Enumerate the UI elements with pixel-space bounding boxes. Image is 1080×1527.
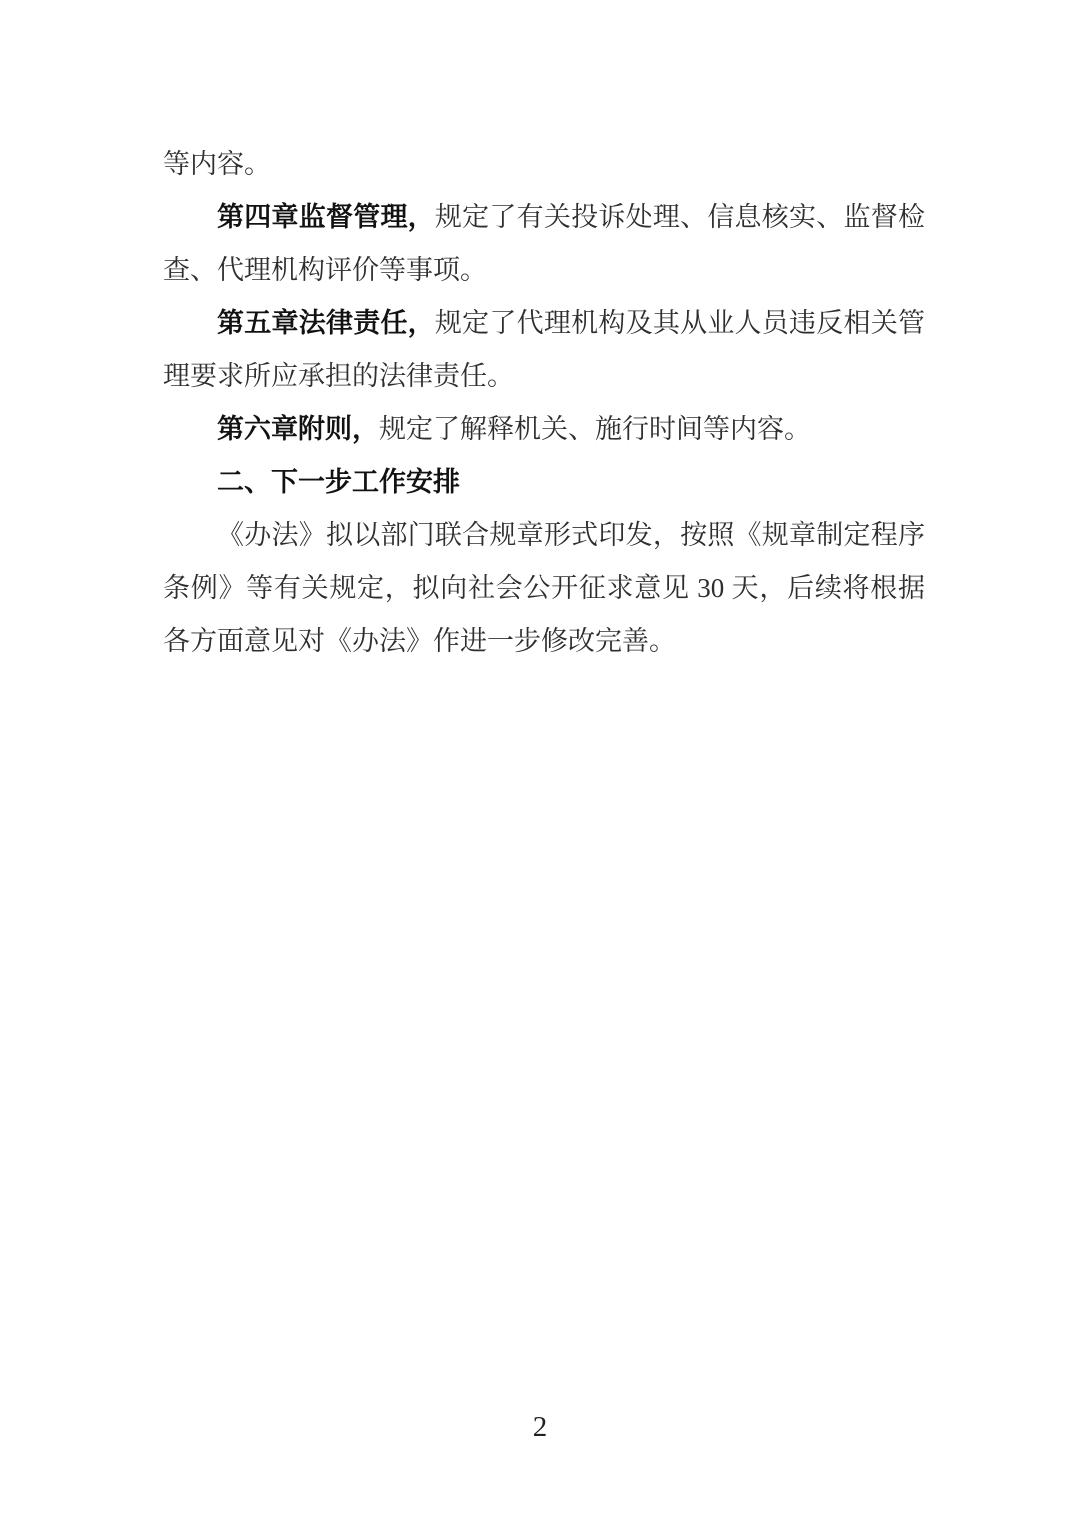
- body-text-segment: 各方面意见对《办法》作进一步修改完善。: [163, 626, 676, 656]
- bold-heading-segment: 第六章附则，: [217, 414, 379, 444]
- text-line: [163, 350, 925, 403]
- text-line: [163, 244, 925, 297]
- text-line: [163, 562, 925, 615]
- bold-heading-segment: 第五章法律责任，: [217, 308, 435, 338]
- body-text-segment: 查、代理机构评价等事项。: [163, 255, 487, 285]
- body-text-segment: 理要求所应承担的法律责任。: [163, 361, 514, 391]
- text-line: [163, 403, 925, 456]
- text-line: [163, 191, 925, 244]
- text-line: [163, 509, 925, 562]
- body-text-segment: 等内容。: [163, 149, 271, 179]
- page-number: 2: [532, 1411, 548, 1443]
- body-text-segment: 规定了代理机构及其从业人员违反相关管: [434, 308, 925, 338]
- body-text-segment: 规定了有关投诉处理、信息核实、监督检: [434, 202, 925, 232]
- body-text-segment: 规定了解释机关、施行时间等内容。: [379, 414, 811, 444]
- text-line: [163, 138, 925, 191]
- text-line: [163, 456, 925, 509]
- bold-heading-segment: 二、下一步工作安排: [217, 467, 460, 497]
- text-line: [163, 615, 925, 668]
- bold-heading-segment: 第四章监督管理，: [217, 202, 435, 232]
- text-line: [163, 297, 925, 350]
- body-text-segment: 条例》等有关规定，拟向社会公开征求意见 30 天，后续将根据: [163, 573, 925, 603]
- document-lines: [163, 138, 925, 668]
- body-text-segment: 《办法》拟以部门联合规章形式印发，按照《规章制定程序: [217, 520, 925, 550]
